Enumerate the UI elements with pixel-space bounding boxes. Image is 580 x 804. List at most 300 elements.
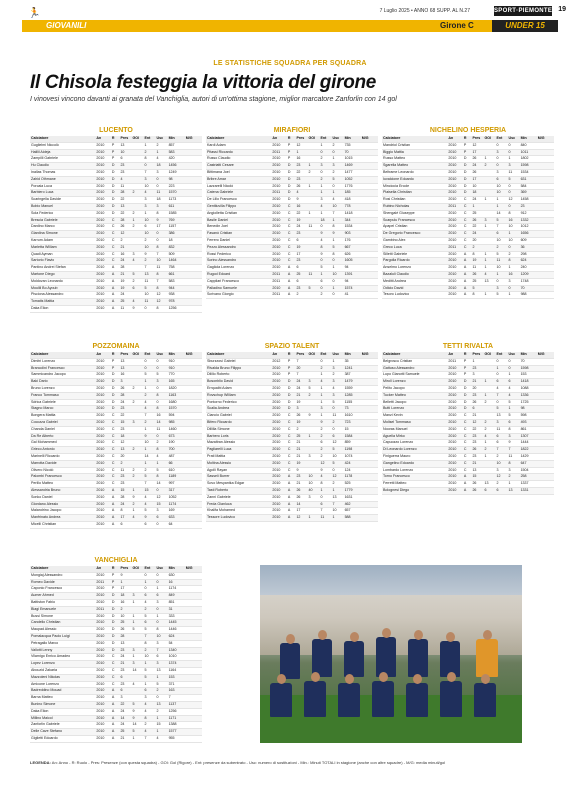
table-cell: Inallas Thomas — [30, 169, 95, 176]
table-cell: P — [111, 149, 120, 156]
table-cell: 1 — [131, 620, 143, 627]
table-cell — [361, 379, 378, 386]
table-cell: A — [111, 515, 120, 522]
table-cell: 6 — [483, 487, 495, 494]
table-cell: 19 — [119, 285, 131, 292]
table-cell: 1 — [471, 358, 483, 365]
table-cell: 1822 — [520, 447, 537, 454]
legend-text: An: Anno - R: Ruolo - Pres: Presenze (con questa squadra) - GOl: Gol (Rigore) - Ent: presenze da subentrato - Usc: numero di sostituzioni - Min.: Minuti TOTALI in stagione (anche con altre squadre) - M/G: media minuti/gol — [51, 760, 446, 765]
table-cell — [131, 169, 143, 176]
table-row — [382, 271, 554, 278]
table-cell — [361, 183, 378, 190]
table-cell: Greco Luca — [382, 244, 447, 251]
table-cell: D — [463, 406, 472, 413]
table-row — [382, 278, 554, 285]
table-cell: A — [111, 265, 120, 272]
table-cell: 2010 — [271, 399, 286, 406]
table-cell: A — [463, 251, 472, 258]
table-row — [30, 579, 202, 586]
table-cell: 2010 — [447, 419, 462, 426]
table-cell — [361, 372, 378, 379]
table-cell: 758 — [168, 265, 185, 272]
table-row — [30, 729, 202, 736]
table-cell: 24 — [119, 654, 131, 661]
table-cell: 18 — [471, 190, 483, 197]
legend-label: LEGENDA: — [30, 760, 51, 765]
table-cell — [361, 251, 378, 258]
table-cell: 955 — [168, 735, 185, 742]
table-cell: 10 — [144, 183, 156, 190]
table-cell: C — [463, 231, 472, 238]
table-cell — [537, 149, 554, 156]
table-row — [30, 217, 202, 224]
table-cell: 17 — [295, 251, 307, 258]
table-cell: D — [111, 627, 120, 634]
table-cell: 4 — [119, 176, 131, 183]
table-cell: 2 — [144, 722, 156, 729]
table-cell: 0 — [332, 278, 344, 285]
table-row — [382, 217, 554, 224]
table-cell: 1584 — [344, 433, 361, 440]
table-cell: 1 — [508, 481, 520, 488]
table-row — [206, 481, 378, 488]
table-cell — [537, 265, 554, 272]
table-cell: 1 — [471, 203, 483, 210]
stats-table — [30, 566, 202, 743]
table-cell: 859 — [344, 440, 361, 447]
table-cell: Castriatti Cesare — [206, 163, 271, 170]
table-cell: C — [111, 217, 120, 224]
table-cell: 2010 — [447, 406, 462, 413]
table-cell: 5 — [307, 385, 319, 392]
table-cell: 10 — [144, 440, 156, 447]
table-cell: 1680 — [168, 399, 185, 406]
table-cell: 5 — [131, 271, 143, 278]
table-cell — [185, 708, 202, 715]
table-cell: 2 — [131, 467, 143, 474]
table-cell: 2 — [483, 163, 495, 170]
table-cell: 24 — [295, 385, 307, 392]
table-row — [30, 292, 202, 299]
table-cell: 1 — [131, 613, 143, 620]
table-cell: 1011 — [520, 149, 537, 156]
table-cell: 26 — [471, 169, 483, 176]
table-cell — [185, 501, 202, 508]
table-cell: P — [463, 365, 472, 372]
table-cell: 6 — [496, 433, 508, 440]
table-cell: 1256 — [168, 305, 185, 312]
table-cell: 14 — [131, 667, 143, 674]
table-cell — [483, 358, 495, 365]
table-cell: 1 — [496, 271, 508, 278]
table-cell: 18 — [119, 433, 131, 440]
table-cell: 1570 — [168, 190, 185, 197]
table-cell: 2010 — [95, 358, 110, 365]
table-row — [30, 426, 202, 433]
column-header: Min — [344, 352, 361, 358]
table-cell — [307, 399, 319, 406]
table-cell: 12 — [471, 142, 483, 149]
table-cell — [537, 372, 554, 379]
table-cell: 2010 — [95, 715, 110, 722]
table-cell: 2010 — [95, 521, 110, 528]
table-cell: Scaringella Davide — [30, 197, 95, 204]
column-header: Min — [520, 136, 537, 142]
table-cell: 2010 — [95, 647, 110, 654]
team-name: POZZOMAINA — [92, 343, 140, 350]
table-cell: 2010 — [95, 453, 110, 460]
table-cell: D — [287, 399, 296, 406]
table-cell: 8 — [508, 258, 520, 265]
table-cell: 16 — [295, 156, 307, 163]
table-cell — [307, 197, 319, 204]
page-number: 19 — [558, 6, 566, 13]
table-cell: 2010 — [95, 413, 110, 420]
table-cell: 5 — [496, 292, 508, 299]
table-cell: 0 — [508, 203, 520, 210]
table-cell: 2011 — [271, 278, 286, 285]
table-cell — [185, 572, 202, 579]
table-cell: 1779 — [344, 487, 361, 494]
table-cell: Malandrino Jacopo — [30, 508, 95, 515]
table-cell: 5 — [332, 244, 344, 251]
table-cell: 8 — [320, 244, 332, 251]
table-cell: 1 — [332, 487, 344, 494]
table-cell — [537, 169, 554, 176]
table-cell: 6 — [156, 593, 168, 600]
table-cell: 5 — [496, 217, 508, 224]
table-cell: 3 — [332, 163, 344, 170]
table-cell: 2010 — [271, 494, 286, 501]
table-row — [30, 203, 202, 210]
table-cell: 2010 — [271, 426, 286, 433]
table-cell: 2 — [131, 190, 143, 197]
article-kicker: LE STATISTICHE SQUADRA PER SQUADRA — [213, 60, 367, 67]
column-header: GOl — [483, 352, 495, 358]
runner-icon: 🏃 — [28, 8, 41, 19]
column-header: M/G — [361, 136, 378, 142]
table-cell: 3 — [496, 149, 508, 156]
table-cell — [537, 487, 554, 494]
table-cell: 1 — [144, 661, 156, 668]
column-header: Calciatore — [206, 136, 271, 142]
table-cell: 8 — [320, 481, 332, 488]
table-cell: 2010 — [447, 149, 462, 156]
table-cell: 2010 — [95, 674, 110, 681]
table-cell: Gentiluvilla Filippo — [206, 203, 271, 210]
table-cell: 3 — [307, 379, 319, 386]
column-header: Usc — [156, 136, 168, 142]
table-row — [206, 372, 378, 379]
table-cell: D — [463, 385, 472, 392]
table-cell: 1015 — [344, 156, 361, 163]
table-cell: 2010 — [271, 385, 286, 392]
table-cell: Ciancio Gabriel — [206, 413, 271, 420]
table-row — [206, 392, 378, 399]
table-cell — [185, 285, 202, 292]
table-row — [30, 572, 202, 579]
table-row — [30, 453, 202, 460]
table-row — [382, 203, 554, 210]
column-header: Usc — [156, 352, 168, 358]
team-name: VANCHIGLIA — [94, 557, 138, 564]
table-cell: 2 — [496, 244, 508, 251]
table-cell — [185, 508, 202, 515]
table-cell — [361, 224, 378, 231]
table-cell: 20 — [471, 237, 483, 244]
table-cell — [361, 406, 378, 413]
table-cell: 2010 — [271, 453, 286, 460]
table-cell: 6 — [295, 265, 307, 272]
table-cell: 2010 — [447, 278, 462, 285]
table-cell: 19 — [471, 258, 483, 265]
column-header: Ent — [144, 566, 156, 572]
table-cell: 20 — [119, 453, 131, 460]
girone-label: Girone C — [440, 21, 474, 30]
table-cell: 2010 — [271, 474, 286, 481]
table-cell: 19 — [295, 460, 307, 467]
table-cell — [131, 358, 143, 365]
table-row — [30, 606, 202, 613]
table-cell: A — [287, 292, 296, 299]
table-cell: 1 — [131, 654, 143, 661]
table-cell: 6 — [320, 278, 332, 285]
table-cell: 70 — [520, 285, 537, 292]
column-header: Ent — [496, 136, 508, 142]
table-cell: P — [111, 572, 120, 579]
table-cell: 9 — [156, 217, 168, 224]
table-cell — [537, 210, 554, 217]
table-cell — [361, 440, 378, 447]
table-row — [30, 501, 202, 508]
table-cell — [185, 278, 202, 285]
table-cell: 25 — [471, 278, 483, 285]
column-header: Usc — [332, 136, 344, 142]
table-cell: Pontorno Federico — [206, 399, 271, 406]
table-cell: 2010 — [447, 190, 462, 197]
player-figure — [372, 681, 394, 717]
team-name: MIRAFIORI — [273, 127, 311, 134]
table-row — [382, 183, 554, 190]
table-cell — [185, 406, 202, 413]
table-cell — [131, 606, 143, 613]
table-cell: 2 — [144, 647, 156, 654]
table-cell: 1 — [332, 358, 344, 365]
table-cell — [307, 258, 319, 265]
table-cell: D — [287, 392, 296, 399]
table-row — [30, 231, 202, 238]
table-cell: 1256 — [168, 708, 185, 715]
table-cell: Martone Diego — [30, 271, 95, 278]
table-cell: Caponio Francesco — [30, 586, 95, 593]
table-cell: 2010 — [271, 379, 286, 386]
table-cell: 26 — [295, 494, 307, 501]
table-cell: Silletti Gabriele — [382, 251, 447, 258]
table-cell: 3 — [119, 695, 131, 702]
table-cell: Micelli Christian — [30, 521, 95, 528]
table-cell: 9 — [320, 251, 332, 258]
table-cell: 2 — [131, 278, 143, 285]
table-cell — [361, 474, 378, 481]
table-cell: 1469 — [344, 163, 361, 170]
table-cell — [185, 231, 202, 238]
table-cell — [361, 399, 378, 406]
table-row — [382, 467, 554, 474]
table-cell: 2010 — [447, 231, 462, 238]
table-cell: 2010 — [95, 572, 110, 579]
table-cell: 1332 — [520, 217, 537, 224]
table-cell: Stagno Marco — [30, 406, 95, 413]
table-row — [382, 419, 554, 426]
table-cell: 2 — [156, 708, 168, 715]
table-cell: 2 — [119, 606, 131, 613]
table-cell: 13 — [471, 467, 483, 474]
table-row — [206, 494, 378, 501]
table-row — [382, 163, 554, 170]
table-cell: 1 — [483, 224, 495, 231]
table-cell: 2010 — [447, 447, 462, 454]
table-cell: 1479 — [344, 379, 361, 386]
table-cell: 23 — [295, 474, 307, 481]
table-row — [382, 447, 554, 454]
table-cell: Lupo Gianotti Samuele — [382, 372, 447, 379]
table-cell: 2010 — [95, 494, 110, 501]
table-cell: 11 — [144, 299, 156, 306]
table-cell: C — [287, 244, 296, 251]
table-cell: 1445 — [168, 620, 185, 627]
table-cell: 1 — [320, 142, 332, 149]
table-row — [30, 633, 202, 640]
table-cell: 2010 — [447, 392, 462, 399]
table-cell: 2 — [119, 237, 131, 244]
table-cell: 2010 — [95, 399, 110, 406]
table-cell — [307, 501, 319, 508]
table-cell: 23 — [471, 392, 483, 399]
table-cell: 0 — [508, 142, 520, 149]
column-header: M/G — [537, 352, 554, 358]
table-cell: 1 — [483, 197, 495, 204]
table-cell: D — [463, 190, 472, 197]
table-cell: 2 — [144, 606, 156, 613]
table-cell: 1 — [483, 292, 495, 299]
table-cell: 4 — [156, 156, 168, 163]
table-cell: 18 — [168, 237, 185, 244]
table-cell: 13 — [119, 365, 131, 372]
table-cell: P — [463, 358, 472, 365]
table-cell — [483, 244, 495, 251]
table-cell: 2010 — [95, 515, 110, 522]
table-cell: Barbiero Luca — [30, 190, 95, 197]
table-cell: 2010 — [95, 271, 110, 278]
table-cell: C — [287, 210, 296, 217]
table-cell: 2 — [295, 292, 307, 299]
table-cell: 840 — [520, 142, 537, 149]
table-cell: 1285 — [344, 392, 361, 399]
table-cell: 0 — [320, 258, 332, 265]
table-cell: Molisel Tommaso — [382, 419, 447, 426]
table-cell: 2010 — [271, 142, 286, 149]
table-cell: 1 — [144, 142, 156, 149]
table-cell: 2 — [307, 392, 319, 399]
table-cell — [307, 203, 319, 210]
table-cell: 1631 — [344, 494, 361, 501]
table-cell: 2010 — [271, 406, 286, 413]
table-cell: D — [111, 385, 120, 392]
table-cell — [537, 406, 554, 413]
table-cell: 3 — [483, 217, 495, 224]
table-cell: 0 — [332, 183, 344, 190]
table-cell: 2010 — [271, 163, 286, 170]
table-cell: 861 — [520, 426, 537, 433]
table-row — [30, 358, 202, 365]
table-cell: 21 — [119, 735, 131, 742]
table-cell: C — [287, 467, 296, 474]
table-cell: 2010 — [271, 169, 286, 176]
table-cell: 2010 — [95, 365, 110, 372]
table-row — [382, 433, 554, 440]
table-cell: Quadi Ayman — [30, 251, 95, 258]
table-cell: 6 — [496, 487, 508, 494]
table-cell: Rovschup William — [206, 392, 271, 399]
table-cell: Brescia Gabriele — [30, 217, 95, 224]
table-row — [30, 701, 202, 708]
table-cell: 1174 — [168, 501, 185, 508]
table-row — [206, 453, 378, 460]
table-cell: 5 — [496, 251, 508, 258]
table-cell — [131, 372, 143, 379]
table-cell: C — [287, 231, 296, 238]
table-cell: 5 — [508, 176, 520, 183]
table-cell: D — [463, 183, 472, 190]
table-cell: 20 — [471, 385, 483, 392]
table-cell: D — [111, 190, 120, 197]
table-cell: 4 — [483, 271, 495, 278]
column-header: Ent — [320, 352, 332, 358]
table-cell: Chanda Daniel — [30, 426, 95, 433]
table-cell: 4 — [508, 385, 520, 392]
table-cell: 9 — [131, 708, 143, 715]
table-cell: A — [111, 508, 120, 515]
table-row — [206, 501, 378, 508]
table-cell: Pagliarelli Luca — [206, 447, 271, 454]
table-cell — [361, 447, 378, 454]
table-cell: A — [463, 278, 472, 285]
table-cell: 23 — [471, 365, 483, 372]
table-cell: Moulili Bo Ayoub — [30, 285, 95, 292]
table-cell: 185 — [344, 190, 361, 197]
table-cell: Scrivano Giorgio — [206, 292, 271, 299]
table-cell: 2010 — [271, 413, 286, 420]
stats-table — [382, 136, 554, 299]
column-header: Pres — [471, 352, 483, 358]
table-row — [30, 681, 202, 688]
table-cell: 2010 — [271, 265, 286, 272]
table-cell — [483, 169, 495, 176]
table-cell: 2010 — [95, 467, 110, 474]
table-cell: 0 — [156, 399, 168, 406]
table-cell: 1570 — [168, 406, 185, 413]
table-cell: P — [287, 142, 296, 149]
table-cell: P — [287, 358, 296, 365]
table-cell: 94 — [344, 278, 361, 285]
table-cell: Daka Elion — [30, 305, 95, 312]
column-header: Min — [344, 136, 361, 142]
table-row — [30, 586, 202, 593]
table-cell — [185, 217, 202, 224]
column-header: Calciatore — [206, 352, 271, 358]
table-cell: 1 — [131, 217, 143, 224]
table-cell: 3 — [156, 640, 168, 647]
